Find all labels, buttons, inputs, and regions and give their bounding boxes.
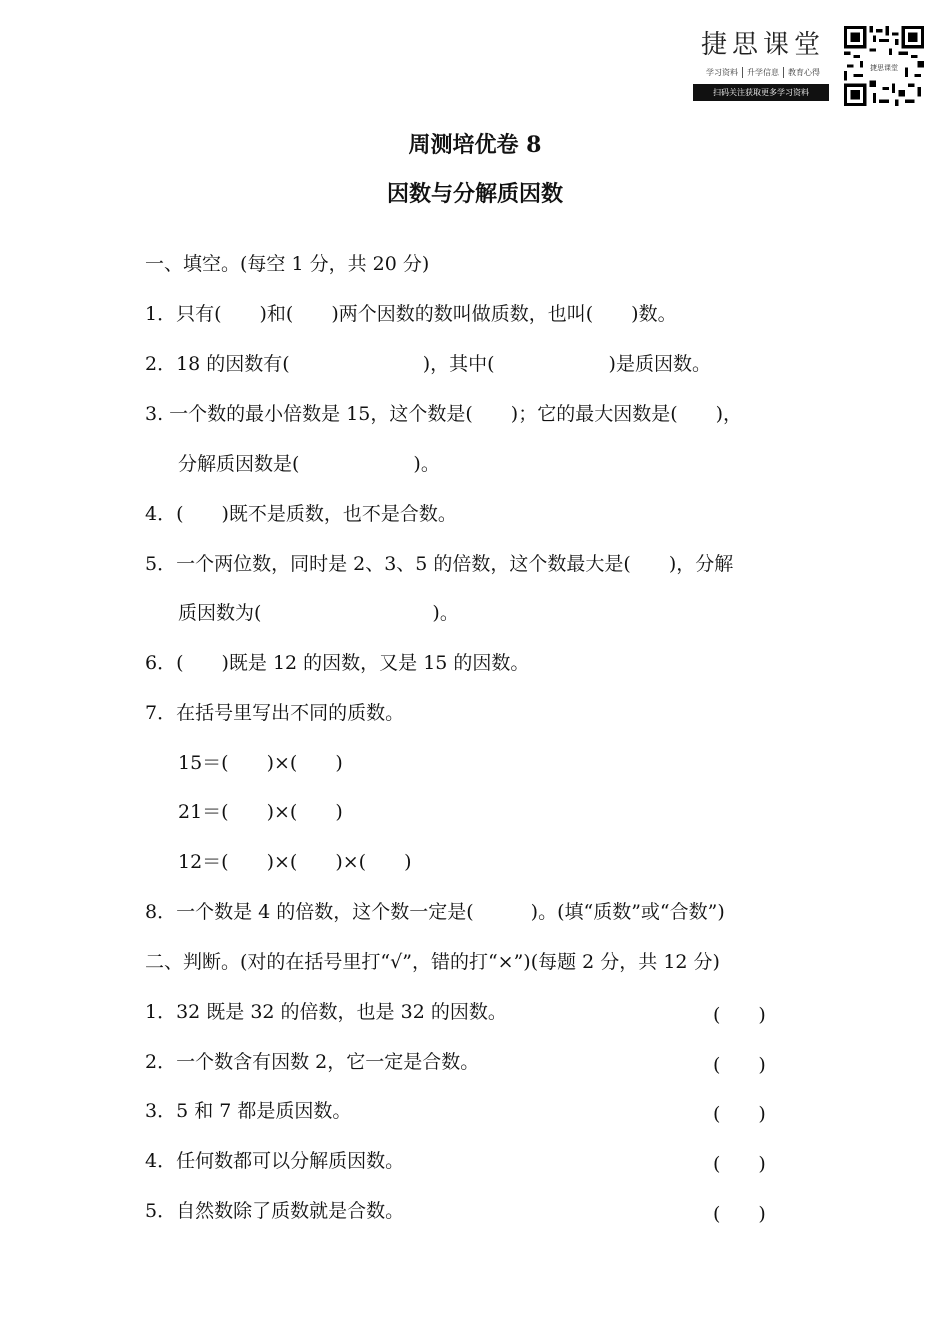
answer-parentheses: ( ) [713, 1004, 766, 1026]
question-7: 7．在括号里写出不同的质数。 [145, 702, 405, 724]
question-1: 1．只有( )和( )两个因数的数叫做质数，也叫( )数。 [145, 303, 677, 325]
brand-banner: 扫码关注获取更多学习资料 [693, 84, 829, 101]
judgement-item: 5．自然数除了质数就是合数。 [145, 1200, 405, 1222]
question-3-continued: 分解质因数是( )。 [178, 453, 440, 475]
brand-name: 捷思课堂 [700, 30, 825, 60]
judgement-item: 4．任何数都可以分解质因数。 [145, 1150, 405, 1172]
brand-tag: 教育心得 [788, 68, 820, 77]
question-7-equation: 12＝( )×( )×( ) [178, 851, 412, 873]
brand-tags [693, 67, 833, 78]
question-5: 5．一个两位数，同时是 2、3、5 的倍数，这个数最大是( )，分解 [145, 553, 734, 575]
answer-parentheses: ( ) [713, 1054, 766, 1076]
section2-heading: 二、判断。(对的在括号里打“√”，错的打“×”)(每题 2 分，共 12 分) [145, 951, 720, 973]
qr-code-icon [844, 26, 924, 106]
answer-parentheses: ( ) [713, 1153, 766, 1175]
question-8: 8．一个数是 4 的倍数，这个数一定是( )。(填“质数”或“合数”) [145, 901, 725, 923]
question-6: 6．( )既是 12 的因数，又是 15 的因数。 [145, 652, 530, 674]
section1-heading: 一、填空。(每空 1 分，共 20 分) [145, 253, 430, 275]
brand-block [693, 24, 833, 101]
answer-parentheses: ( ) [713, 1203, 766, 1225]
page-subtitle: 因数与分解质因数 [386, 181, 563, 207]
question-7-equation: 15＝( )×( ) [178, 752, 343, 774]
judgement-item: 1．32 既是 32 的倍数，也是 32 的因数。 [145, 1001, 507, 1023]
page-title: 周测培优卷 8 [408, 132, 542, 158]
question-7-equation: 21＝( )×( ) [178, 801, 343, 823]
judgement-item: 3．5 和 7 都是质因数。 [145, 1100, 352, 1122]
judgement-item: 2．一个数含有因数 2，它一定是合数。 [145, 1051, 480, 1073]
question-2: 2．18 的因数有( )，其中( )是质因数。 [145, 353, 711, 375]
answer-parentheses: ( ) [713, 1103, 766, 1125]
question-4: 4．( )既不是质数，也不是合数。 [145, 503, 457, 525]
qr-center-label: 捷思课堂 [869, 63, 899, 73]
question-3: 3. 一个数的最小倍数是 15，这个数是( )；它的最大因数是( )， [145, 403, 743, 425]
brand-tag: 升学信息 [743, 67, 784, 78]
brand-tag: 学习资料 [702, 67, 743, 78]
question-5-continued: 质因数为( )。 [178, 602, 459, 624]
